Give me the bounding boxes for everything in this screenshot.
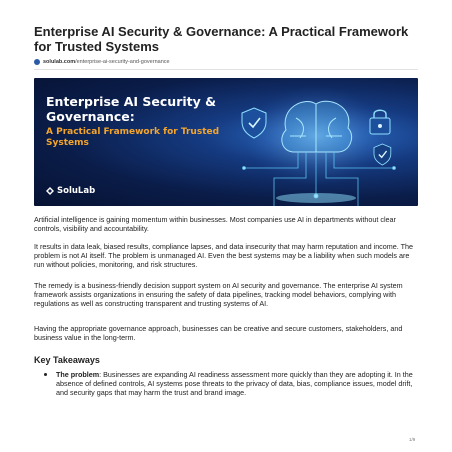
page-number: 1/9 <box>409 437 416 442</box>
takeaway-text: : Businesses are expanding AI readiness assessment more quickly than they are adopting it. In the absence of defined controls, AI systems pose threats to the privacy of data, bias, compliance issues, model drift, and security gaps that may harm the trust and brand image. <box>56 370 413 398</box>
brand-logo <box>46 186 95 196</box>
source-domain[interactable]: solulab.com <box>43 59 76 65</box>
brain-icon <box>282 101 352 152</box>
intro-paragraph: Artificial intelligence is gaining momentum within businesses. Most companies use AI in departments without clear controls, visibility and accountability. <box>34 215 396 234</box>
remedy-paragraph: The remedy is a business-friendly decision support system on AI security and governance. The enterprise AI system framework assists organizations in ensuring the safety of data pipelines, tracking model behaviors, complying with regulations as well as constructing transparent and trusting systems of AI. <box>34 281 403 309</box>
site-favicon-icon <box>34 59 40 65</box>
takeaway-item <box>56 370 420 398</box>
solulab-logo-icon <box>46 187 54 195</box>
brand-name: SoluLab <box>57 186 96 196</box>
governance-paragraph: Having the appropriate governance approach, businesses can be creative and secure customers, stakeholders, and business value in the long-term. <box>34 324 403 343</box>
title-divider <box>34 69 418 70</box>
takeaway-label: The problem <box>56 370 100 379</box>
bullet-icon <box>44 373 47 376</box>
article-title: Enterprise AI Security & Governance: A Practical Framework for Trusted Systems <box>34 24 409 54</box>
source-path[interactable]: /enterprise-ai-security-and-governance <box>75 59 170 65</box>
key-takeaways-heading: Key Takeaways <box>34 355 100 365</box>
shield-check-icon <box>374 144 391 165</box>
hero-banner <box>34 78 418 206</box>
ai-brain-circuit-illustration <box>214 78 418 206</box>
problem-paragraph: It results in data leak, biased results, compliance lapses, and data insecurity that may harm reputation and income. The problem is not AI itself. The problem is unmanaged AI. Even the best systems may be a liability when such models are run without policies, monitoring, and risk structures. <box>34 242 414 270</box>
hero-title: Enterprise AI Security & Governance: <box>46 94 217 124</box>
source-url-row[interactable] <box>34 59 170 65</box>
hero-subtitle: A Practical Framework for Trusted Systems <box>46 127 220 148</box>
